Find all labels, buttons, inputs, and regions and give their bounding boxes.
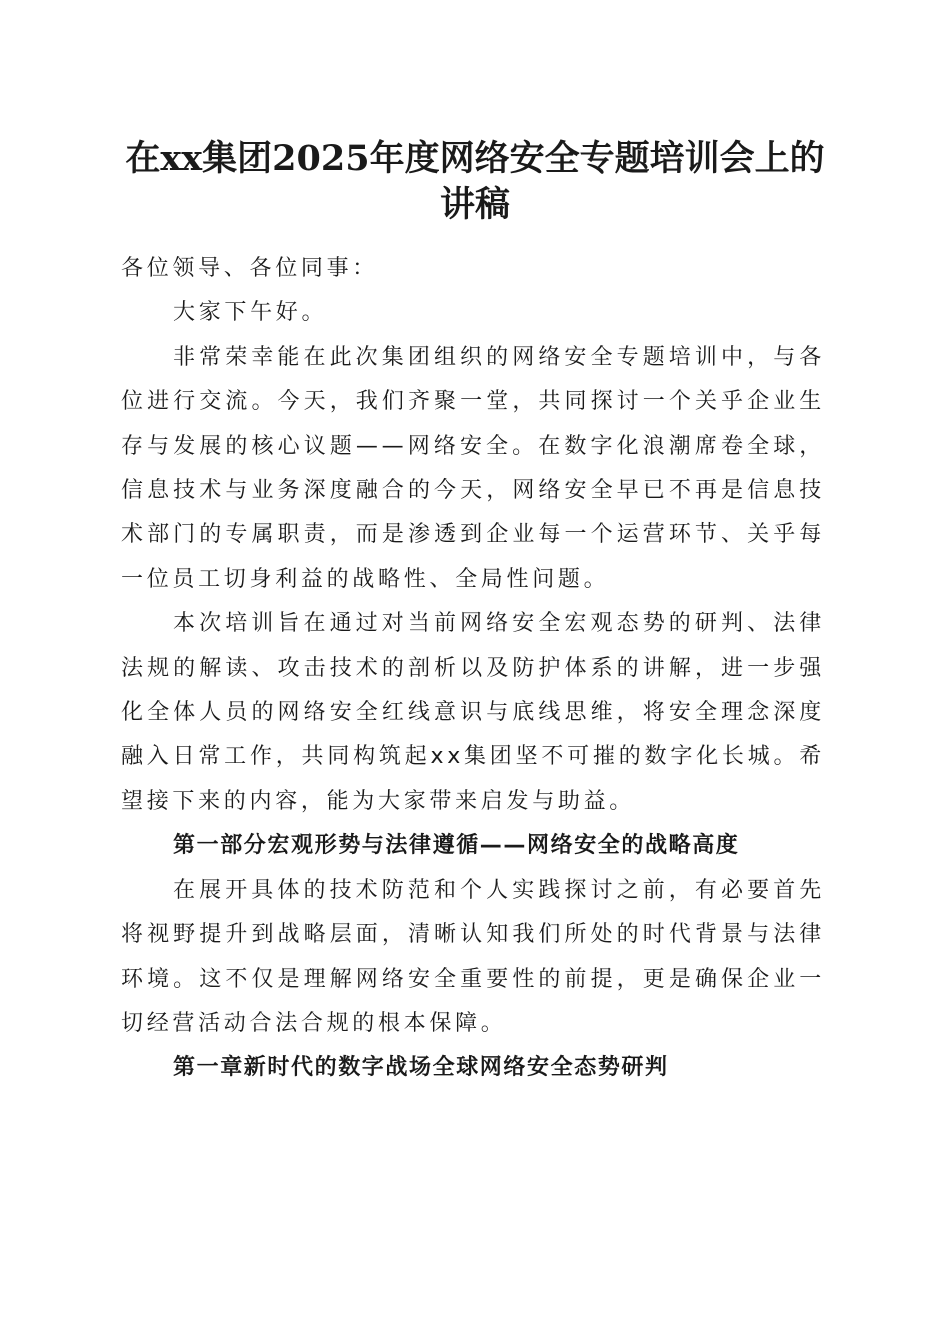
- document-body: [121, 247, 825, 1091]
- salutation: 各位领导、各位同事：: [121, 256, 379, 281]
- chapter1-heading: 第一章新时代的数字战场全球网络安全态势研判: [173, 1055, 669, 1081]
- paragraph-strategy: 在展开具体的技术防范和个人实践探讨之前，有必要首先将视野提升到战略层面，清晰认知我们所处的时代背景与法律环境。这不仅是理解网络安全重要性的前提，更是确保企业一切经营活动合法合规的根本保障。: [121, 877, 825, 1036]
- paragraph-intro: 非常荣幸能在此次集团组织的网络安全专题培训中，与各位进行交流。今天，我们齐聚一堂，共同探讨一个关乎企业生存与发展的核心议题——网络安全。在数字化浪潮席卷全球，信息技术与业务深度融合的今天，网络安全早已不再是信息技术部门的专属职责，而是渗透到企业每一个运营环节、关乎每一位员工切身利益的战略性、全局性问题。: [121, 344, 825, 592]
- paragraph-purpose: 本次培训旨在通过对当前网络安全宏观态势的研判、法律法规的解读、攻击技术的剖析以及防护体系的讲解，进一步强化全体人员的网络安全红线意识与底线思维，将安全理念深度融入日常工作，共同构筑起xx集团坚不可摧的数字化长城。希望接下来的内容，能为大家带来启发与助益。: [121, 611, 825, 814]
- part1-heading: 第一部分宏观形势与法律遵循——网络安全的战略高度: [173, 833, 740, 859]
- document-title-line1: 在xx集团2025年度网络安全专题培训会上的: [125, 138, 825, 179]
- document-title-line2: 讲稿: [439, 184, 510, 225]
- greeting: 大家下午好。: [173, 300, 328, 326]
